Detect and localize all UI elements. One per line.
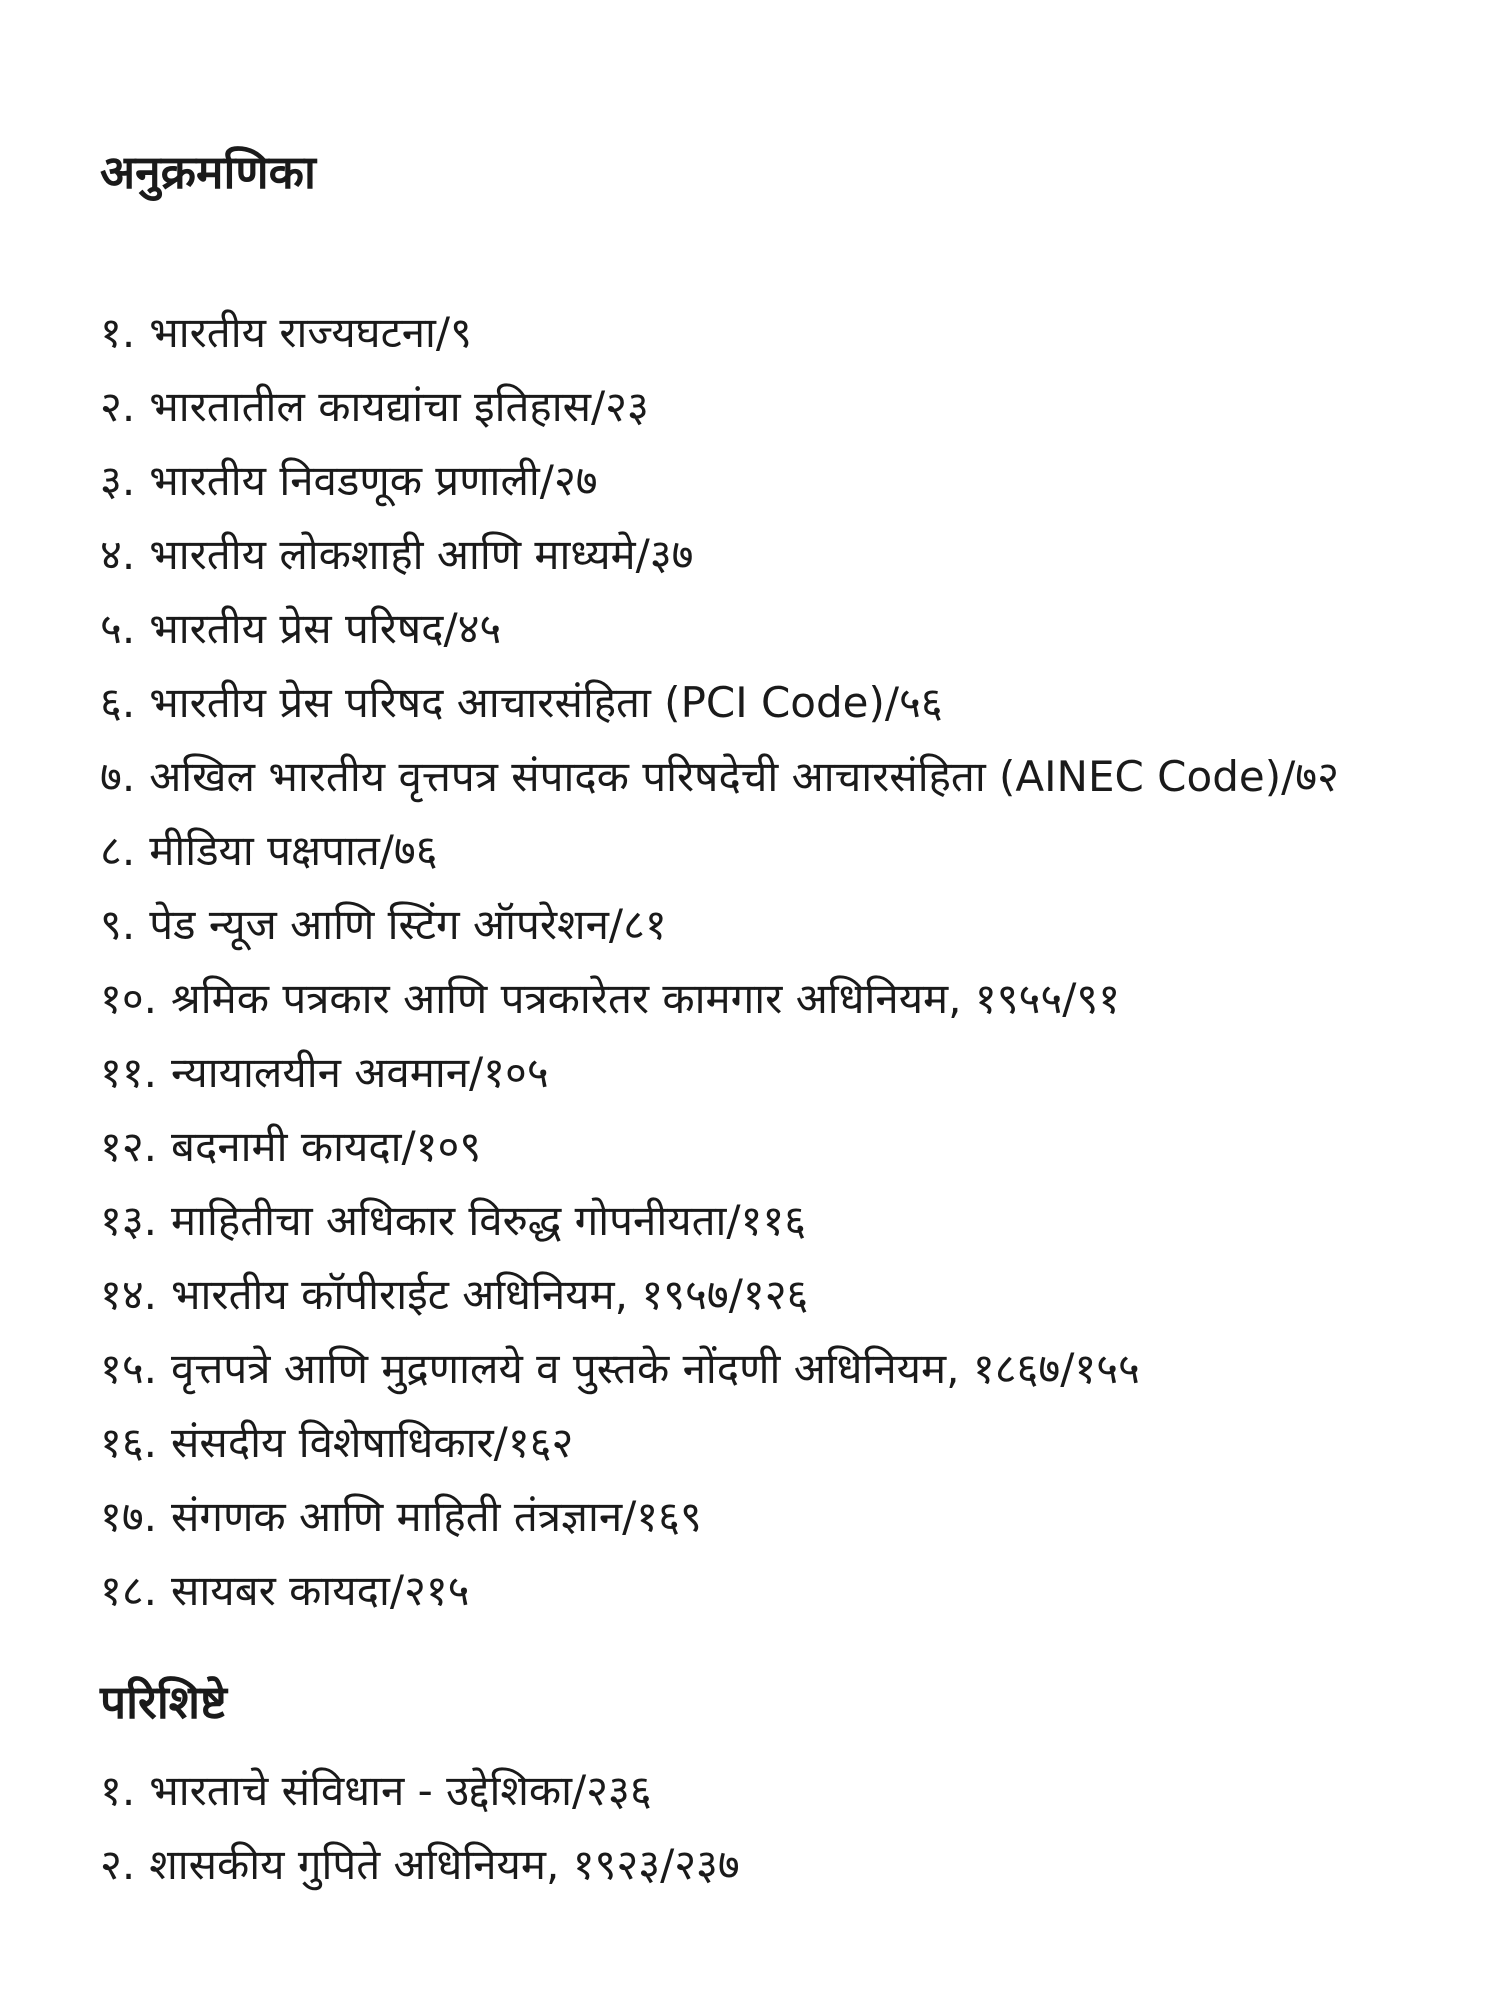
toc-entry-number: १८. xyxy=(100,1566,158,1615)
toc-entry-text: भारतीय प्रेस परिषद/४५ xyxy=(149,604,502,653)
toc-entry-text: सायबर कायदा/२१५ xyxy=(171,1566,470,1615)
toc-entry-number: १३. xyxy=(100,1196,158,1245)
toc-entry-text: पेड न्यूज आणि स्टिंग ऑपरेशन/८१ xyxy=(149,900,667,949)
toc-entry-number: ६. xyxy=(100,678,136,727)
toc-title: अनुक्रमणिका xyxy=(100,145,316,199)
toc-entry-number: ८. xyxy=(100,826,136,875)
appendix-list xyxy=(100,1754,740,1902)
toc-entry-number: १६. xyxy=(100,1418,158,1467)
appendix-entry-text: शासकीय गुपिते अधिनियम, १९२३/२३७ xyxy=(149,1840,740,1889)
appendix-entry-text: भारताचे संविधान - उद्देशिका/२३६ xyxy=(149,1766,652,1815)
toc-entry-number: १५. xyxy=(100,1344,158,1393)
toc-entry-number: १२. xyxy=(100,1122,158,1171)
toc-entry-number: १०. xyxy=(100,974,158,1023)
appendix-title: परिशिष्टे xyxy=(100,1675,227,1729)
toc-entry xyxy=(100,1110,1339,1184)
toc-entry xyxy=(100,814,1339,888)
toc-entry xyxy=(100,1406,1339,1480)
toc-entry-text: बदनामी कायदा/१०९ xyxy=(171,1122,482,1171)
appendix-entry-number: १. xyxy=(100,1766,136,1815)
appendix-entry xyxy=(100,1828,740,1902)
toc-entry-text: भारतीय कॉपीराईट अधिनियम, १९५७/१२६ xyxy=(171,1270,809,1319)
toc-entry-number: ४. xyxy=(100,530,136,579)
toc-entry-number: २. xyxy=(100,382,136,431)
toc-entry-text: श्रमिक पत्रकार आणि पत्रकारेतर कामगार अधिनियम, १९५५/९१ xyxy=(171,974,1121,1023)
appendix-entry xyxy=(100,1754,740,1828)
toc-entry xyxy=(100,1332,1339,1406)
toc-entry xyxy=(100,444,1339,518)
toc-entry-number: ११. xyxy=(100,1048,158,1097)
toc-entry-text: भारतातील कायद्यांचा इतिहास/२३ xyxy=(149,382,649,431)
toc-entry xyxy=(100,888,1339,962)
toc-entry xyxy=(100,1036,1339,1110)
toc-entry-text: न्यायालयीन अवमान/१०५ xyxy=(171,1048,549,1097)
toc-entry xyxy=(100,1480,1339,1554)
toc-entry xyxy=(100,962,1339,1036)
toc-entry-text: भारतीय राज्यघटना/९ xyxy=(149,308,472,357)
toc-entry-number: ७. xyxy=(100,752,136,801)
toc-entry-number: ३. xyxy=(100,456,136,505)
toc-entry-number: ९. xyxy=(100,900,136,949)
toc-entry-text: अखिल भारतीय वृत्तपत्र संपादक परिषदेची आचारसंहिता (AINEC Code)/७२ xyxy=(149,752,1339,801)
toc-entry xyxy=(100,518,1339,592)
toc-entry xyxy=(100,1258,1339,1332)
toc-entry xyxy=(100,740,1339,814)
toc-entry xyxy=(100,592,1339,666)
toc-entry-text: संसदीय विशेषाधिकार/१६२ xyxy=(171,1418,574,1467)
toc-entry-text: वृत्तपत्रे आणि मुद्रणालये व पुस्तके नोंदणी अधिनियम, १८६७/१५५ xyxy=(171,1344,1140,1393)
toc-entry-text: संगणक आणि माहिती तंत्रज्ञान/१६९ xyxy=(171,1492,702,1541)
toc-entry-number: १. xyxy=(100,308,136,357)
toc-entry xyxy=(100,666,1339,740)
toc-entry-number: १७. xyxy=(100,1492,158,1541)
toc-entry-text: भारतीय निवडणूक प्रणाली/२७ xyxy=(149,456,598,505)
toc-entry xyxy=(100,296,1339,370)
appendix-entry-number: २. xyxy=(100,1840,136,1889)
toc-entry-number: ५. xyxy=(100,604,136,653)
toc-entry xyxy=(100,370,1339,444)
toc-list xyxy=(100,296,1339,1628)
toc-entry xyxy=(100,1184,1339,1258)
toc-entry-number: १४. xyxy=(100,1270,158,1319)
toc-entry-text: भारतीय लोकशाही आणि माध्यमे/३७ xyxy=(149,530,694,579)
toc-entry-text: मीडिया पक्षपात/७६ xyxy=(149,826,438,875)
toc-entry-text: भारतीय प्रेस परिषद आचारसंहिता (PCI Code)/५६ xyxy=(149,678,943,727)
toc-entry xyxy=(100,1554,1339,1628)
toc-entry-text: माहितीचा अधिकार विरुद्ध गोपनीयता/११६ xyxy=(171,1196,807,1245)
